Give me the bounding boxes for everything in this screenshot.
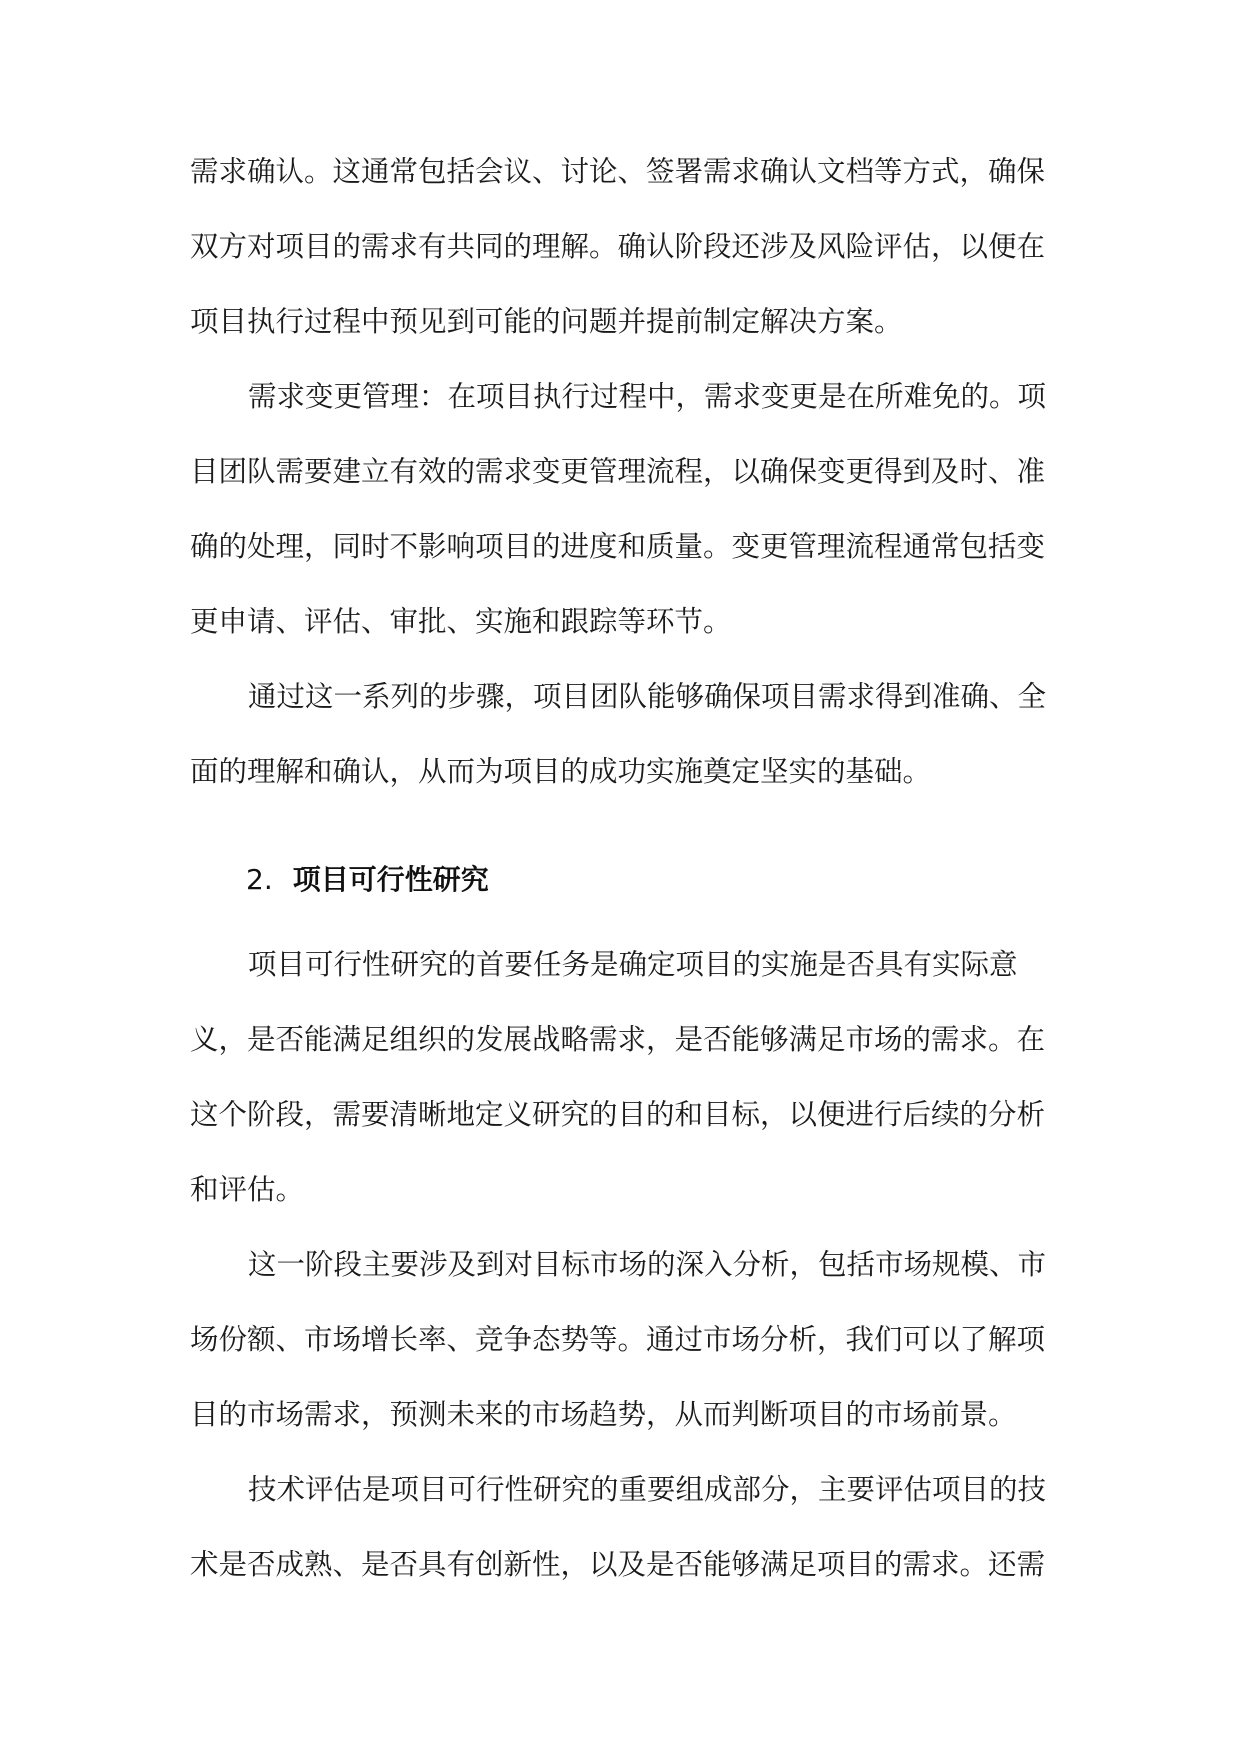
paragraph-line: 目的市场需求，预测未来的市场趋势，从而判断项目的市场前景。 (190, 1398, 1017, 1431)
paragraph-line: 目团队需要建立有效的需求变更管理流程，以确保变更得到及时、准 (190, 455, 1046, 488)
paragraph-line: 需求变更管理：在项目执行过程中，需求变更是在所难免的。项 (248, 380, 1047, 413)
paragraph-line: 更申请、评估、审批、实施和跟踪等环节。 (190, 605, 732, 638)
paragraph-line: 项目执行过程中预见到可能的问题并提前制定解决方案。 (190, 305, 903, 338)
section-heading (246, 860, 946, 900)
paragraph-line: 义，是否能满足组织的发展战略需求，是否能够满足市场的需求。在 (190, 1023, 1046, 1056)
paragraph-line: 通过这一系列的步骤，项目团队能够确保项目需求得到准确、全 (248, 680, 1047, 713)
paragraph-line: 术是否成熟、是否具有创新性，以及是否能够满足项目的需求。还需 (190, 1548, 1046, 1581)
paragraph-line: 项目可行性研究的首要任务是确定项目的实施是否具有实际意 (248, 948, 1018, 981)
paragraph-line: 确的处理，同时不影响项目的进度和质量。变更管理流程通常包括变 (190, 530, 1046, 563)
paragraph-line: 这个阶段，需要清晰地定义研究的目的和目标，以便进行后续的分析 (190, 1098, 1046, 1131)
paragraph-line: 场份额、市场增长率、竞争态势等。通过市场分析，我们可以了解项 (190, 1323, 1046, 1356)
paragraph-line: 和评估。 (190, 1173, 305, 1206)
paragraph-line: 需求确认。这通常包括会议、讨论、签署需求确认文档等方式，确保 (190, 155, 1046, 188)
paragraph-line: 技术评估是项目可行性研究的重要组成部分，主要评估项目的技 (248, 1473, 1047, 1506)
paragraph-line: 面的理解和确认，从而为项目的成功实施奠定坚实的基础。 (190, 755, 932, 788)
paragraph-line: 这一阶段主要涉及到对目标市场的深入分析，包括市场规模、市 (248, 1248, 1047, 1281)
section-number: 2. (246, 863, 273, 896)
section-title: 项目可行性研究 (292, 863, 489, 896)
paragraph-line: 双方对项目的需求有共同的理解。确认阶段还涉及风险评估，以便在 (190, 230, 1046, 263)
